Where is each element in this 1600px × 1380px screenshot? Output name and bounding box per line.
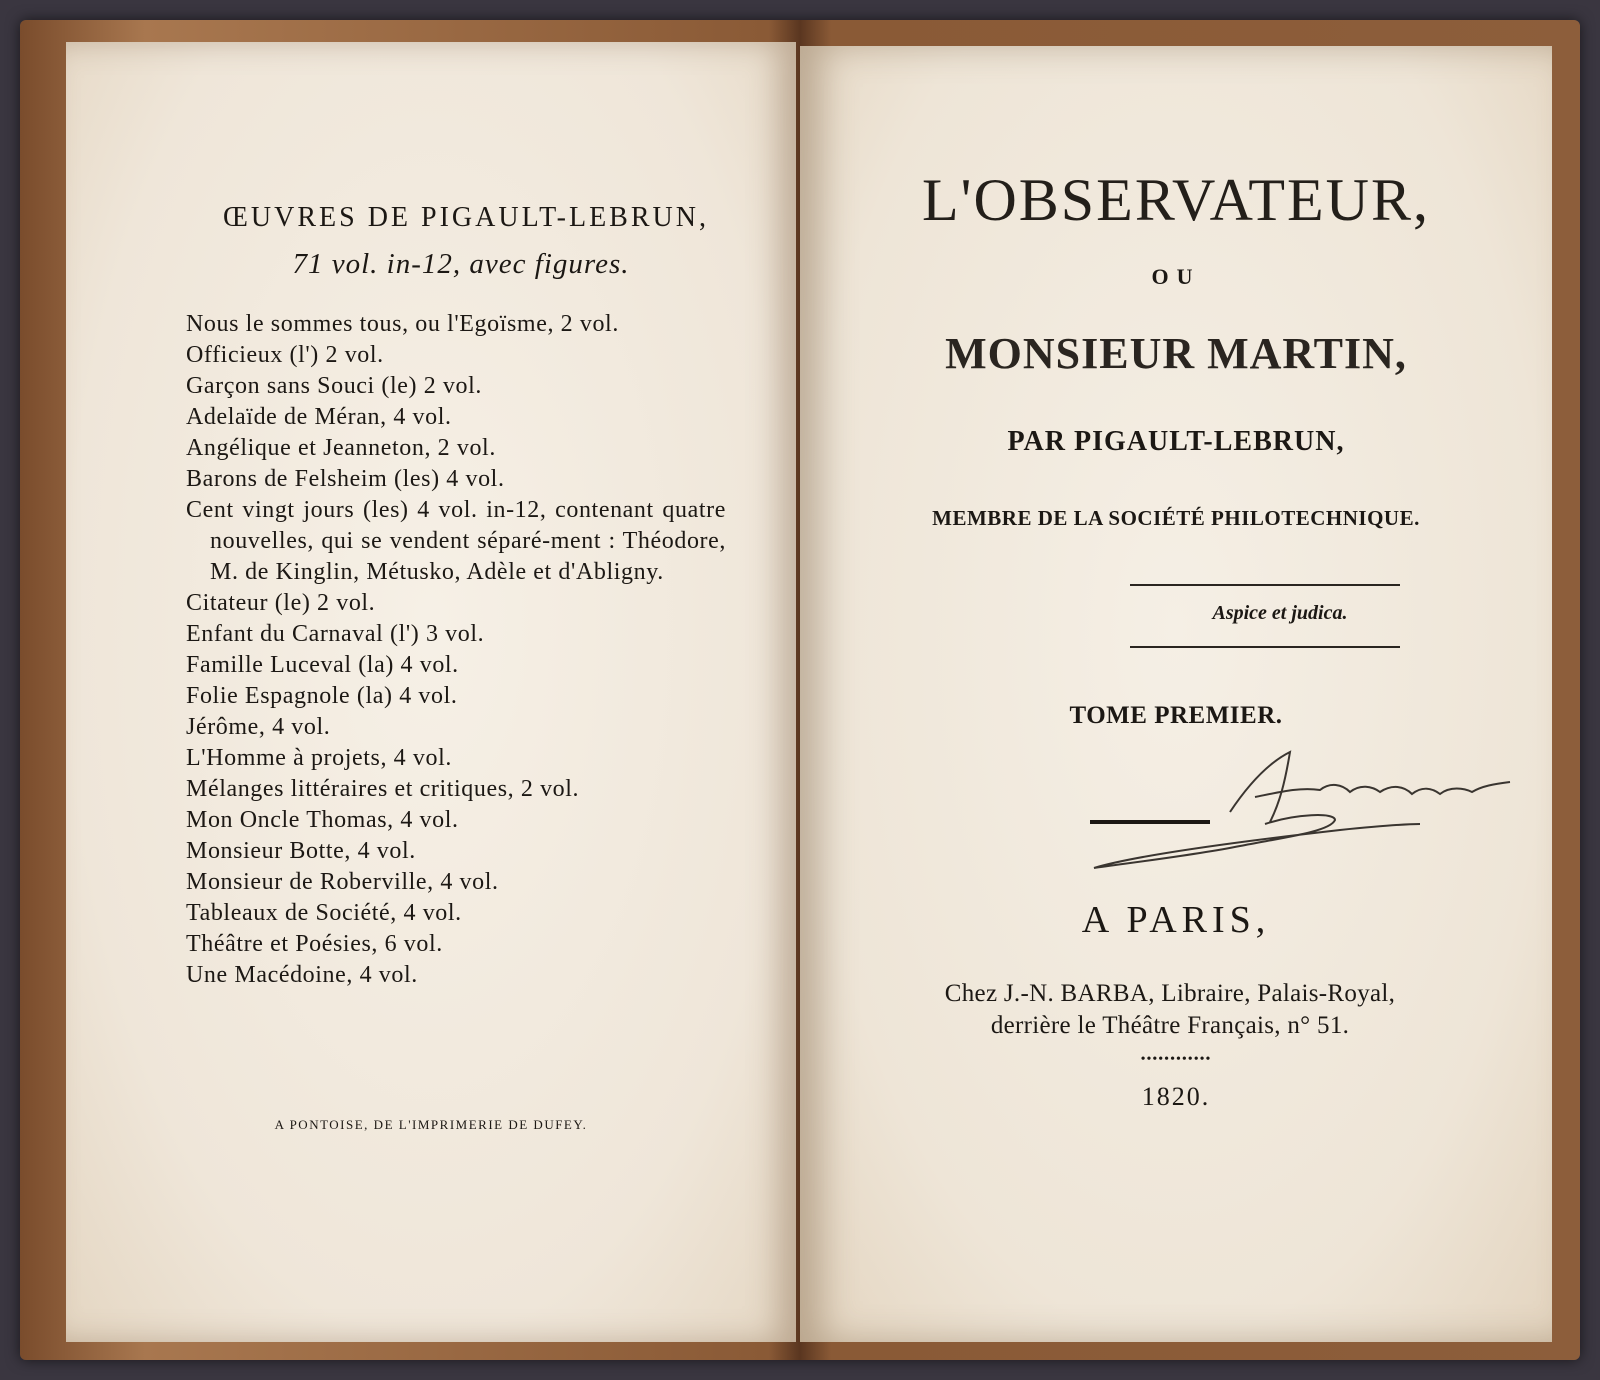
ornament-rule: •••••••••••• (1140, 1052, 1212, 1067)
list-item: Mélanges littéraires et critiques, 2 vol. (186, 776, 580, 802)
list-item: Angélique et Jeanneton, 2 vol. (186, 435, 496, 461)
handwritten-signature (1080, 742, 1520, 892)
list-item: Garçon sans Souci (le) 2 vol. (186, 373, 483, 399)
list-item: Adelaïde de Méran, 4 vol. (186, 404, 452, 430)
printer-imprint: A PONTOISE, DE L'IMPRIMERIE DE DUFEY. (274, 1117, 588, 1132)
list-item: Monsieur Botte, 4 vol. (186, 838, 416, 864)
list-item: Nous le sommes tous, ou l'Egoïsme, 2 vol. (186, 311, 619, 337)
list-item: Monsieur de Roberville, 4 vol. (186, 869, 499, 895)
title-conjunction: OU (1151, 264, 1201, 289)
volume-label: TOME PREMIER. (1069, 702, 1283, 729)
publication-place: A PARIS, (1081, 899, 1271, 941)
bottom-rule (1130, 646, 1400, 648)
publisher-info (870, 978, 1470, 1042)
list-item: Famille Luceval (la) 4 vol. (186, 652, 459, 678)
list-item: Citateur (le) 2 vol. (186, 590, 376, 616)
works-subheading: 71 vol. in-12, avec figures. (292, 248, 630, 280)
list-item: Officieux (l') 2 vol. (186, 342, 384, 368)
book-subtitle: MONSIEUR MARTIN, (945, 329, 1407, 378)
publisher-address: derrière le Théâtre Français, n° 51. (990, 1012, 1350, 1039)
list-item: Jérôme, 4 vol. (186, 714, 331, 740)
top-rule (1130, 584, 1400, 586)
list-item: Cent vingt jours (les) 4 vol. in-12, contenant quatre nouvelles, qui se vendent séparé-ment : Théodore, M. de Kinglin, Métusko, Adèle et d'Abligny. (186, 497, 726, 585)
works-list (186, 309, 726, 991)
list-item: Une Macédoine, 4 vol. (186, 962, 418, 988)
list-item: Tableaux de Société, 4 vol. (186, 900, 462, 926)
list-item: Mon Oncle Thomas, 4 vol. (186, 807, 459, 833)
list-item: Barons de Felsheim (les) 4 vol. (186, 466, 505, 492)
author-membership: MEMBRE DE LA SOCIÉTÉ PHILOTECHNIQUE. (932, 506, 1420, 530)
book-title: L'OBSERVATEUR, (922, 167, 1430, 233)
list-item: Folie Espagnole (la) 4 vol. (186, 683, 458, 709)
epigraph: Aspice et judica. (1212, 602, 1348, 624)
list-item: Enfant du Carnaval (l') 3 vol. (186, 621, 485, 647)
list-item: Théâtre et Poésies, 6 vol. (186, 931, 443, 957)
publisher-line: Chez J.-N. BARBA, Libraire, Palais-Royal, (944, 980, 1396, 1007)
left-page (66, 42, 796, 1342)
publication-year: 1820. (1141, 1082, 1211, 1111)
author-line: PAR PIGAULT-LEBRUN, (1007, 426, 1345, 457)
works-catalogue (186, 202, 726, 991)
title-page (800, 46, 1552, 1342)
list-item: L'Homme à projets, 4 vol. (186, 745, 452, 771)
works-heading: ŒUVRES DE PIGAULT-LEBRUN, (223, 202, 709, 233)
